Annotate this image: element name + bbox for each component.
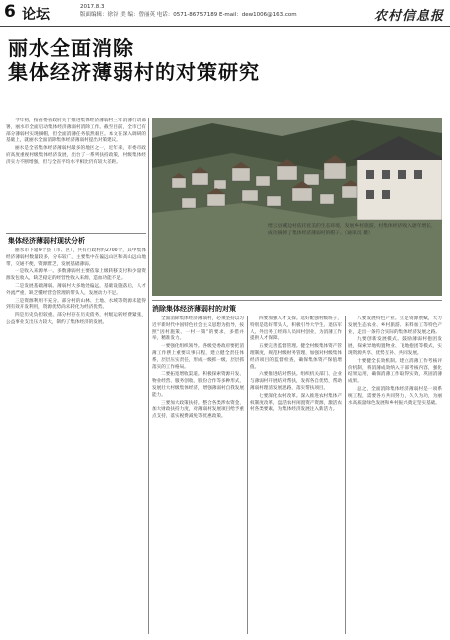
body-paragraph: 总之，全面消除集体经济薄弱村是一项系统工程，需要各方共同努力，久久为功，为丽水高质量绿色发展和乡村振兴奠定坚实基础。 [348,386,442,406]
body-paragraph: 二是发展基础薄弱。薄弱村大多地处偏远，基础设施落后，人才外流严重，缺乏懂经营会管理的带头人，发展动力不足。 [6,283,146,296]
editor-info: 版面编辑：徐谷 美 编：曾丽英 电话：0571-86757189 E-mail：dew1006@163.com [80,12,297,18]
body-paragraph: 四要加强人才支撑。选好配强村级班子，特别是选好带头人，积极引导大学生、退伍军人、外出务工经商人员回村创业，为消薄工作提供人才保障。 [250,316,342,342]
column-separator [345,316,346,634]
section-divider [152,300,442,301]
intro-paragraph: 今年初，按省委省政府关于推进集体经济薄弱村三年消薄行动部署，丽水市全面启动集体经济薄弱村消除工作。截至目前，全市已有部分薄弱村实现摘帽，但全面消薄任务依然艰巨。本文在深入调研的基础上，就丽水全面消除集体经济薄弱村提出对策建议。 [6,118,146,144]
column-separator [148,118,149,634]
body-paragraph: 一是收入来源单一。多数薄弱村主要依靠上级转移支付和少量资源发包收入，缺乏稳定的经营性收入来源，造血功能不足。 [6,269,146,282]
issue-date: 2017.8.3 [80,4,105,10]
village-photo [152,118,442,296]
body-paragraph: 八要发展特色产业。立足资源禀赋，大力发展生态农业、乡村旅游、来料加工等特色产业，走出一条符合实际的集体经济发展之路。 [348,316,442,335]
section-2-column-1 [152,316,244,634]
section-2-column-3 [348,316,442,634]
intro-paragraph: 丽水是全省集体经济薄弱村最多的地区之一，近年来，市委市政府高度重视村级集体经济发展，出台了一系列扶持政策，村级集体经济实力不断增强，但与全省平均水平相比仍有较大差距。 [6,146,146,165]
section-1-title: 集体经济薄弱村现状分析 [8,237,85,245]
body-paragraph: 一要强化组织领导。各级党委政府要把消薄工作摆上重要议事日程，建立健全责任体系，层层压实责任，形成一级抓一级、层层抓落实的工作格局。 [152,344,244,370]
body-paragraph: 丽水市下辖9个县（市、区），共有行政村约2700个，其中集体经济薄弱村数量较多，分布较广，主要集中在偏远山区和高山远山地带，交通不便，资源匮乏，发展基础薄弱。 [6,248,146,267]
body-paragraph: 二要拓宽增收渠道。积极探索资源开发、物业经营、服务创收、股份合作等多种形式，发展壮大村级集体经济，增强薄弱村自我发展能力。 [152,372,244,398]
body-paragraph: 三要加大政策扶持。整合各类涉农资金，加大财政扶持力度，对薄弱村发展项目给予重点支持，落实税费减免等优惠政策。 [152,400,244,420]
body-paragraph: 七要深化农村改革。深入推进农村集体产权制度改革，盘活农村闲置资产资源，激活农村各类要素，为集体经济发展注入新活力。 [250,393,342,413]
body-paragraph: 九要创新发展模式。鼓励薄弱村抱团发展，探索异地购置物业、飞地抱团等模式，实现资源共享、优势互补、共同发展。 [348,337,442,356]
photo-caption: 缙云县溪边村依托优美的生态环境，发展乡村旅游，村集体经济收入逐年增长，成功摘掉了集体经济薄弱村的帽子。（通讯员 摄） [268,224,436,236]
body-paragraph: 五要完善监督管理。健全村级集体资产管理制度，规范村级财务管理，加强对村级集体经济项目的监督检查，确保集体资产保值增值。 [250,344,342,370]
masthead [0,0,450,27]
headline-line-1: 丽水全面消除 [8,36,134,60]
section-2-column-2 [250,316,342,634]
village-photo-graphic [152,118,442,296]
section-name: 论坛 [22,7,50,23]
section-1-body [6,248,146,634]
body-paragraph: 四是历史负担较重。部分村存在历史债务，村级运转经费紧张，公益事业支出压力较大，制约了集体经济的发展。 [6,313,146,325]
headline-line-2: 集体经济薄弱村的对策研究 [8,60,260,84]
body-paragraph: 三是资源利用不充分。部分村的山林、土地、水域等资源未能得到有效开发利用，资源优势尚未转化为经济优势。 [6,298,146,311]
intro-column [6,118,146,228]
section-divider [6,233,146,234]
body-paragraph: 六要推进结对帮扶。组织机关部门、企业与薄弱村开展结对帮扶，发挥各自优势，帮助薄弱村理清发展思路，落实帮扶项目。 [250,372,342,391]
newspaper-name: 农村信息报 [373,9,444,24]
body-paragraph: 全面消除集体经济薄弱村，必须坚持以习近平新时代中国特色社会主义思想为指导，按照“因村施策、一村一策”的要求，多措并举，精准发力。 [152,316,244,342]
section-2-title: 消除集体经济薄弱村的对策 [152,305,236,313]
column-separator [247,316,248,634]
body-paragraph: 十要健全长效机制。建立消薄工作考核评价机制，将消薄成效纳入干部考核内容，强化结果运用，确保消薄工作取得实效，巩固消薄成果。 [348,358,442,385]
headline [8,36,428,84]
page-number: 6 [4,2,16,22]
